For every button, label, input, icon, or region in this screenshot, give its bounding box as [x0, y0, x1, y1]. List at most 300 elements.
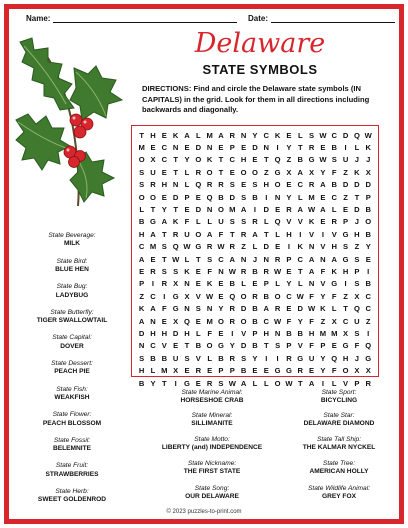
grid-letter[interactable]: S [161, 242, 167, 252]
name-line[interactable] [53, 15, 237, 23]
grid-letter[interactable]: C [365, 291, 371, 301]
grid-letter[interactable]: O [240, 316, 247, 326]
grid-letter[interactable]: H [138, 229, 145, 239]
grid-letter[interactable]: L [331, 378, 337, 388]
grid-letter[interactable]: E [365, 254, 371, 264]
grid-letter[interactable]: F [309, 316, 314, 326]
grid-letter[interactable]: E [320, 143, 326, 153]
grid-letter[interactable]: W [308, 304, 316, 314]
grid-letter[interactable]: E [252, 366, 258, 376]
grid-letter[interactable]: A [240, 378, 247, 388]
grid-letter[interactable]: R [229, 353, 236, 363]
grid-letter[interactable]: T [297, 266, 303, 276]
grid-letter[interactable]: E [320, 217, 326, 227]
grid-letter[interactable]: M [161, 366, 168, 376]
grid-letter[interactable]: G [308, 155, 315, 165]
grid-letter[interactable]: D [354, 180, 360, 190]
grid-letter[interactable]: H [161, 180, 168, 190]
grid-letter[interactable]: K [172, 130, 179, 140]
grid-letter[interactable]: E [173, 341, 179, 351]
grid-letter[interactable]: N [308, 242, 315, 252]
grid-letter[interactable]: O [365, 217, 372, 227]
grid-letter[interactable]: T [184, 341, 190, 351]
grid-letter[interactable]: A [206, 229, 213, 239]
grid-letter[interactable]: N [274, 192, 281, 202]
grid-letter[interactable]: H [354, 229, 360, 239]
grid-letter[interactable]: D [172, 192, 179, 202]
grid-letter[interactable]: B [252, 266, 258, 276]
grid-letter[interactable]: N [308, 279, 315, 289]
grid-letter[interactable]: N [274, 328, 281, 338]
grid-letter[interactable]: S [161, 266, 167, 276]
grid-letter[interactable]: R [286, 353, 292, 363]
grid-letter[interactable]: K [308, 217, 315, 227]
grid-letter[interactable]: Q [229, 291, 236, 301]
grid-letter[interactable]: R [274, 254, 281, 264]
grid-letter[interactable]: R [195, 366, 202, 376]
grid-letter[interactable]: L [331, 205, 337, 215]
grid-letter[interactable]: C [286, 291, 292, 301]
grid-letter[interactable]: I [276, 353, 279, 363]
grid-letter[interactable]: H [150, 130, 156, 140]
grid-letter[interactable]: Y [320, 353, 326, 363]
grid-letter[interactable]: S [343, 242, 349, 252]
grid-letter[interactable]: D [354, 205, 360, 215]
grid-letter[interactable]: X [309, 167, 315, 177]
grid-letter[interactable]: I [321, 378, 324, 388]
grid-letter[interactable]: C [297, 254, 303, 264]
grid-letter[interactable]: B [229, 279, 236, 289]
grid-letter[interactable]: Y [286, 279, 292, 289]
grid-letter[interactable]: E [252, 155, 258, 165]
grid-letter[interactable]: E [161, 167, 167, 177]
grid-letter[interactable]: C [331, 192, 337, 202]
grid-letter[interactable]: K [365, 143, 371, 153]
grid-letter[interactable]: G [285, 366, 292, 376]
grid-letter[interactable]: E [252, 279, 258, 289]
grid-letter[interactable]: D [342, 180, 349, 190]
grid-letter[interactable]: B [252, 341, 258, 351]
grid-letter[interactable]: L [195, 328, 201, 338]
grid-letter[interactable]: I [321, 229, 324, 239]
grid-letter[interactable]: Z [343, 192, 348, 202]
grid-letter[interactable]: S [331, 155, 337, 165]
grid-letter[interactable]: V [297, 341, 303, 351]
grid-letter[interactable]: Z [286, 155, 292, 165]
grid-letter[interactable]: R [229, 316, 236, 326]
grid-letter[interactable]: G [172, 304, 179, 314]
grid-letter[interactable]: X [354, 366, 360, 376]
grid-letter[interactable]: O [274, 180, 281, 190]
grid-letter[interactable]: O [240, 167, 247, 177]
grid-letter[interactable]: T [162, 229, 167, 239]
grid-letter[interactable]: I [344, 279, 347, 289]
grid-letter[interactable]: V [297, 217, 303, 227]
grid-letter[interactable]: E [275, 205, 281, 215]
grid-letter[interactable]: Z [263, 167, 269, 177]
grid-letter[interactable]: N [206, 205, 213, 215]
grid-letter[interactable]: T [162, 254, 167, 264]
grid-letter[interactable]: W [364, 130, 372, 140]
grid-letter[interactable]: B [365, 205, 371, 215]
grid-letter[interactable]: A [331, 254, 337, 264]
grid-letter[interactable]: B [252, 192, 258, 202]
grid-letter[interactable]: M [149, 242, 157, 252]
grid-letter[interactable]: X [365, 366, 371, 376]
grid-letter[interactable]: Q [353, 304, 360, 314]
grid-letter[interactable]: B [138, 378, 145, 388]
grid-letter[interactable]: A [320, 205, 326, 215]
grid-letter[interactable]: P [286, 341, 292, 351]
grid-letter[interactable]: S [241, 217, 247, 227]
grid-letter[interactable]: C [297, 180, 303, 190]
grid-letter[interactable]: B [263, 291, 270, 301]
grid-letter[interactable]: P [343, 217, 349, 227]
grid-letter[interactable]: F [207, 328, 212, 338]
grid-letter[interactable]: Q [184, 316, 190, 326]
grid-letter[interactable]: Y [229, 341, 235, 351]
grid-letter[interactable]: N [218, 266, 224, 276]
grid-letter[interactable]: R [229, 130, 236, 140]
grid-letter[interactable]: A [184, 130, 190, 140]
grid-letter[interactable]: J [354, 155, 360, 165]
grid-letter[interactable]: N [184, 279, 190, 289]
grid-letter[interactable]: L [297, 192, 303, 202]
grid-letter[interactable]: H [161, 328, 168, 338]
grid-letter[interactable]: P [286, 254, 292, 264]
grid-letter[interactable]: F [331, 366, 337, 376]
grid-letter[interactable]: E [286, 130, 292, 140]
grid-letter[interactable]: Z [365, 316, 371, 326]
grid-letter[interactable]: Y [161, 205, 167, 215]
grid-letter[interactable]: C [150, 291, 156, 301]
grid-letter[interactable]: A [308, 378, 315, 388]
grid-letter[interactable]: A [308, 266, 315, 276]
grid-letter[interactable]: B [365, 279, 371, 289]
grid-letter[interactable]: F [309, 291, 314, 301]
grid-letter[interactable]: Z [241, 242, 246, 252]
grid-letter[interactable]: Q [274, 155, 281, 165]
grid-letter[interactable]: R [218, 180, 224, 190]
grid-letter[interactable]: I [163, 291, 166, 301]
grid-letter[interactable]: V [286, 217, 292, 227]
grid-letter[interactable]: U [218, 217, 224, 227]
grid-letter[interactable]: K [138, 304, 145, 314]
grid-letter[interactable]: E [184, 205, 190, 215]
grid-letter[interactable]: O [218, 205, 224, 215]
grid-letter[interactable]: P [320, 341, 326, 351]
grid-letter[interactable]: E [184, 143, 190, 153]
grid-letter[interactable]: Q [274, 217, 281, 227]
grid-letter[interactable]: P [354, 266, 360, 276]
grid-letter[interactable]: J [354, 353, 360, 363]
grid-letter[interactable]: G [172, 291, 179, 301]
grid-letter[interactable]: T [297, 143, 303, 153]
grid-letter[interactable]: M [229, 205, 236, 215]
grid-letter[interactable]: D [172, 328, 179, 338]
grid-letter[interactable]: A [150, 229, 156, 239]
grid-letter[interactable]: H [286, 229, 292, 239]
grid-letter[interactable]: W [274, 316, 282, 326]
grid-letter[interactable]: N [138, 341, 145, 351]
grid-letter[interactable]: T [263, 341, 269, 351]
grid-letter[interactable]: M [206, 130, 213, 140]
grid-letter[interactable]: E [286, 266, 292, 276]
grid-letter[interactable]: X [365, 167, 371, 177]
grid-letter[interactable]: S [309, 130, 315, 140]
grid-letter[interactable]: T [263, 155, 269, 165]
date-line[interactable] [271, 15, 395, 23]
grid-letter[interactable]: X [343, 328, 349, 338]
grid-letter[interactable]: S [195, 304, 201, 314]
grid-letter[interactable]: A [138, 254, 145, 264]
grid-letter[interactable]: X [286, 167, 292, 177]
grid-letter[interactable]: W [308, 205, 316, 215]
grid-letter[interactable]: R [150, 180, 156, 190]
grid-letter[interactable]: Q [353, 130, 360, 140]
grid-letter[interactable]: R [365, 378, 371, 388]
grid-letter[interactable]: N [184, 304, 190, 314]
grid-letter[interactable]: V [241, 328, 247, 338]
grid-letter[interactable]: J [354, 217, 360, 227]
grid-letter[interactable]: O [138, 192, 145, 202]
grid-letter[interactable]: G [150, 217, 156, 227]
grid-letter[interactable]: R [252, 217, 258, 227]
grid-letter[interactable]: V [309, 229, 315, 239]
grid-letter[interactable]: B [240, 366, 247, 376]
grid-letter[interactable]: I [265, 192, 268, 202]
grid-letter[interactable]: A [320, 180, 326, 190]
grid-letter[interactable]: I [276, 143, 279, 153]
grid-letter[interactable]: W [206, 291, 214, 301]
grid-letter[interactable]: W [319, 130, 327, 140]
grid-letter[interactable]: L [275, 229, 280, 239]
grid-letter[interactable]: G [342, 229, 349, 239]
grid-letter[interactable]: E [229, 167, 235, 177]
grid-letter[interactable]: N [240, 254, 247, 264]
grid-letter[interactable]: H [150, 328, 156, 338]
grid-letter[interactable]: T [354, 192, 360, 202]
grid-letter[interactable]: E [139, 266, 145, 276]
grid-letter[interactable]: L [241, 279, 246, 289]
grid-letter[interactable]: K [354, 167, 360, 177]
grid-letter[interactable]: E [195, 316, 201, 326]
grid-letter[interactable]: Q [195, 180, 202, 190]
grid-letter[interactable]: E [195, 378, 201, 388]
grid-letter[interactable]: R [308, 143, 315, 153]
grid-letter[interactable]: V [320, 279, 326, 289]
grid-letter[interactable]: E [241, 180, 247, 190]
grid-letter[interactable]: Y [297, 316, 303, 326]
grid-letter[interactable]: Z [354, 242, 360, 252]
grid-letter[interactable]: H [263, 180, 270, 190]
grid-letter[interactable]: S [354, 328, 360, 338]
grid-letter[interactable]: E [286, 304, 292, 314]
grid-letter[interactable]: O [195, 155, 202, 165]
grid-letter[interactable]: R [297, 366, 303, 376]
grid-letter[interactable]: Y [320, 167, 326, 177]
grid-letter[interactable]: S [139, 180, 145, 190]
grid-letter[interactable]: P [229, 143, 235, 153]
grid-letter[interactable]: T [263, 229, 269, 239]
grid-letter[interactable]: P [252, 328, 258, 338]
grid-letter[interactable]: O [251, 167, 258, 177]
grid-letter[interactable]: S [229, 217, 235, 227]
grid-letter[interactable]: W [319, 155, 327, 165]
grid-letter[interactable]: H [308, 328, 315, 338]
grid-letter[interactable]: B [218, 192, 224, 202]
grid-letter[interactable]: E [195, 266, 201, 276]
grid-letter[interactable]: Y [320, 291, 326, 301]
grid-letter[interactable]: C [342, 316, 349, 326]
grid-letter[interactable]: I [174, 378, 177, 388]
grid-letter[interactable]: K [206, 155, 213, 165]
grid-letter[interactable]: Z [139, 291, 144, 301]
grid-letter[interactable]: D [138, 328, 145, 338]
grid-letter[interactable]: C [138, 242, 145, 252]
grid-letter[interactable]: B [365, 229, 371, 239]
grid-letter[interactable]: S [275, 341, 281, 351]
grid-letter[interactable]: K [184, 266, 190, 276]
grid-letter[interactable]: U [150, 167, 156, 177]
grid-letter[interactable]: I [253, 205, 256, 215]
grid-letter[interactable]: L [331, 304, 337, 314]
grid-letter[interactable]: J [366, 155, 371, 165]
grid-letter[interactable]: C [229, 155, 236, 165]
grid-letter[interactable]: Q [365, 341, 372, 351]
grid-letter[interactable]: L [139, 205, 144, 215]
grid-letter[interactable]: O [240, 291, 247, 301]
grid-letter[interactable]: O [138, 155, 145, 165]
grid-letter[interactable]: D [195, 143, 202, 153]
grid-letter[interactable]: C [263, 130, 270, 140]
grid-letter[interactable]: A [297, 205, 303, 215]
date-field[interactable] [248, 14, 395, 23]
grid-letter[interactable]: S [229, 180, 235, 190]
grid-letter[interactable]: E [331, 341, 337, 351]
grid-letter[interactable]: P [365, 192, 371, 202]
grid-letter[interactable]: O [274, 291, 281, 301]
grid-letter[interactable]: K [331, 266, 337, 276]
grid-letter[interactable]: I [287, 242, 290, 252]
grid-letter[interactable]: F [354, 341, 360, 351]
grid-letter[interactable]: V [343, 378, 349, 388]
grid-letter[interactable]: B [297, 155, 303, 165]
grid-letter[interactable]: S [139, 353, 145, 363]
grid-letter[interactable]: P [184, 192, 190, 202]
grid-letter[interactable]: B [252, 316, 258, 326]
grid-letter[interactable]: R [161, 279, 168, 289]
grid-letter[interactable]: P [263, 279, 269, 289]
grid-letter[interactable]: O [218, 316, 224, 326]
grid-letter[interactable]: F [286, 316, 292, 326]
grid-letter[interactable]: L [207, 217, 212, 227]
grid-letter[interactable]: S [207, 254, 213, 264]
grid-letter[interactable]: L [297, 279, 303, 289]
grid-letter[interactable]: L [195, 217, 201, 227]
grid-letter[interactable]: L [252, 242, 258, 252]
grid-letter[interactable]: L [252, 378, 258, 388]
grid-letter[interactable]: T [195, 254, 201, 264]
grid-letter[interactable]: W [285, 378, 293, 388]
grid-letter[interactable]: E [218, 291, 224, 301]
grid-letter[interactable]: Z [343, 167, 348, 177]
grid-letter[interactable]: N [240, 130, 247, 140]
grid-letter[interactable]: C [161, 155, 168, 165]
grid-letter[interactable]: D [229, 192, 236, 202]
grid-letter[interactable]: B [331, 180, 337, 190]
grid-letter[interactable]: Y [286, 192, 292, 202]
grid-letter[interactable]: N [206, 143, 213, 153]
grid-letter[interactable]: X [173, 279, 179, 289]
grid-letter[interactable]: M [206, 316, 213, 326]
grid-letter[interactable]: H [342, 353, 349, 363]
grid-letter[interactable]: D [263, 205, 270, 215]
grid-letter[interactable]: E [309, 366, 315, 376]
grid-letter[interactable]: B [252, 304, 258, 314]
grid-letter[interactable]: V [195, 353, 201, 363]
grid-letter[interactable]: E [218, 328, 224, 338]
grid-letter[interactable]: B [218, 353, 224, 363]
grid-letter[interactable]: G [195, 242, 202, 252]
grid-letter[interactable]: T [218, 167, 224, 177]
grid-letter[interactable]: A [161, 217, 168, 227]
grid-letter[interactable]: L [195, 130, 201, 140]
grid-letter[interactable]: D [240, 341, 247, 351]
grid-letter[interactable]: T [218, 155, 224, 165]
grid-letter[interactable]: W [296, 291, 304, 301]
grid-letter[interactable]: C [331, 130, 337, 140]
grid-letter[interactable]: H [240, 155, 247, 165]
grid-letter[interactable]: E [195, 192, 201, 202]
grid-letter[interactable]: H [342, 266, 349, 276]
name-field[interactable] [26, 14, 237, 23]
grid-letter[interactable]: M [138, 143, 145, 153]
grid-letter[interactable]: C [161, 143, 168, 153]
grid-letter[interactable]: D [240, 304, 247, 314]
grid-letter[interactable]: J [252, 254, 258, 264]
grid-letter[interactable]: L [354, 143, 360, 153]
grid-letter[interactable]: Y [184, 155, 190, 165]
grid-letter[interactable]: S [241, 353, 247, 363]
grid-letter[interactable]: H [138, 366, 145, 376]
grid-letter[interactable]: I [299, 229, 302, 239]
grid-letter[interactable]: L [275, 279, 280, 289]
grid-letter[interactable]: C [365, 304, 371, 314]
grid-letter[interactable]: D [297, 304, 303, 314]
grid-letter[interactable]: V [320, 242, 326, 252]
grid-letter[interactable]: M [331, 328, 338, 338]
grid-letter[interactable]: A [308, 254, 315, 264]
grid-letter[interactable]: L [184, 180, 190, 190]
grid-letter[interactable]: E [275, 242, 281, 252]
grid-letter[interactable]: T [173, 167, 178, 177]
grid-letter[interactable]: L [184, 254, 190, 264]
grid-letter[interactable]: T [139, 130, 144, 140]
grid-letter[interactable]: O [150, 192, 156, 202]
grid-letter[interactable]: X [150, 155, 156, 165]
grid-letter[interactable]: Q [331, 353, 338, 363]
grid-letter[interactable]: K [297, 242, 303, 252]
grid-letter[interactable]: W [228, 266, 236, 276]
grid-letter[interactable]: I [367, 266, 370, 276]
grid-letter[interactable]: N [263, 254, 270, 264]
grid-letter[interactable]: L [184, 167, 190, 177]
grid-letter[interactable]: G [342, 341, 349, 351]
word-search-grid[interactable] [131, 125, 379, 388]
grid-letter[interactable]: A [252, 229, 258, 239]
grid-letter[interactable]: A [297, 167, 303, 177]
